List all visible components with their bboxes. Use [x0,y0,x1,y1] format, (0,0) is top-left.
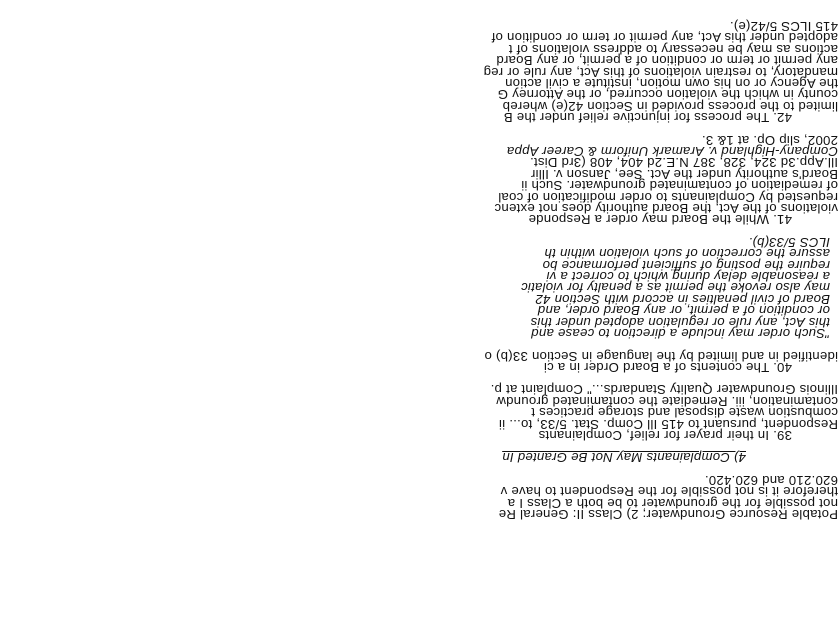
paragraph-41 [108,132,838,228]
text-line: limited to the process provided in Section 42(e) whereb [502,98,838,114]
quote-line: this Act, any rule or regulation adopted under this [530,314,830,330]
text-line: Potable Resource Groundwater; 2) Class II: General Re [498,507,838,522]
text-line: Board's authority under the Act. See, Janson v. Illir [530,166,838,182]
text-line: violations of the Act, the Board authority does not extenc [494,201,838,217]
paragraph-40 [108,350,838,373]
quote-line: or condition of a permit, or any Board order, and [537,303,830,319]
quote-line: a reasonable delay during which to correct a vi [546,269,830,285]
quote-line: Board of civil penalties in accord with Section 42 [535,291,830,307]
text-line: 39. In their prayer for relief, Complainants [538,427,792,443]
document-text [108,18,838,522]
quote-line: may also revoke the permit as a penalty for violatic [520,280,830,296]
text-line: combustion waste disposal and storage practices t [531,405,838,421]
quote-line: assure the correction of such violation within th [544,246,830,262]
text-line: mandatory, to restrain violations of this Act, any rule or reg [483,64,838,80]
section-heading: 4) Complainants May Not Be Granted In [502,450,746,466]
intro-block [108,474,838,520]
quote-line: ILCS 5/33(b). [748,234,830,250]
paragraph-42 [108,18,838,126]
text-line: adopted under this Act, any permit or term or condition of [491,30,838,46]
text-line: 40. The contents of a Board Order in a ci [543,359,792,375]
quote-line: "Such order may include a direction to cease and [531,326,830,342]
text-line: 415 ILCS 5/42(e). [729,18,838,34]
text-line: requested by Complainants to order modification of coal [498,189,838,205]
text-line: Respondent, pursuant to 415 Ill Comp. Stat. 5/33, to... ii [498,416,838,432]
text-line: identified in and limited by the language in Section 33(b) o [484,348,838,364]
text-line: 42. The process for injunctive relief under the B [503,110,792,126]
text-line: county in which the violation occurred, or the Attorney G [497,87,838,103]
text-line: any permit or term or condition of a permit, or any Board [496,53,838,69]
text-line: 41. While the Board may order a Responde [528,212,792,228]
text-line: contamination, iii. Remediate the contaminated groundw [496,393,838,409]
paragraph-39 [108,384,838,441]
text-line: 620.210 and 620.420. [704,472,838,488]
text-line: actions as may be necessary to address violations of t [508,41,838,57]
text-line: not possible for the groundwater to be both a Class I a [507,495,838,511]
text-line: 2002, slip Op. at 1& 3. [701,132,838,148]
text-line: Illinois Groundwater Quality Standards..." Complaint at p. [490,382,838,398]
text-line: Company-Highland v. Aramark Uniform & Career Appa [506,144,838,160]
quote-line: require the posting of sufficient performance bo [542,257,830,273]
text-line: Ill.App.3d 324, 328, 387 N.E.2d 404, 408 (3rd Dist. [529,155,838,171]
text-line: of remediation of contaminated groundwater. Such ii [521,178,838,194]
text-line: the Agency or on his own motion, institute a civil action [504,76,838,91]
text-line: therefore it is not possible for the Respondent to have v [500,484,838,500]
rotated-document-body [88,12,838,622]
block-quote [108,234,838,342]
